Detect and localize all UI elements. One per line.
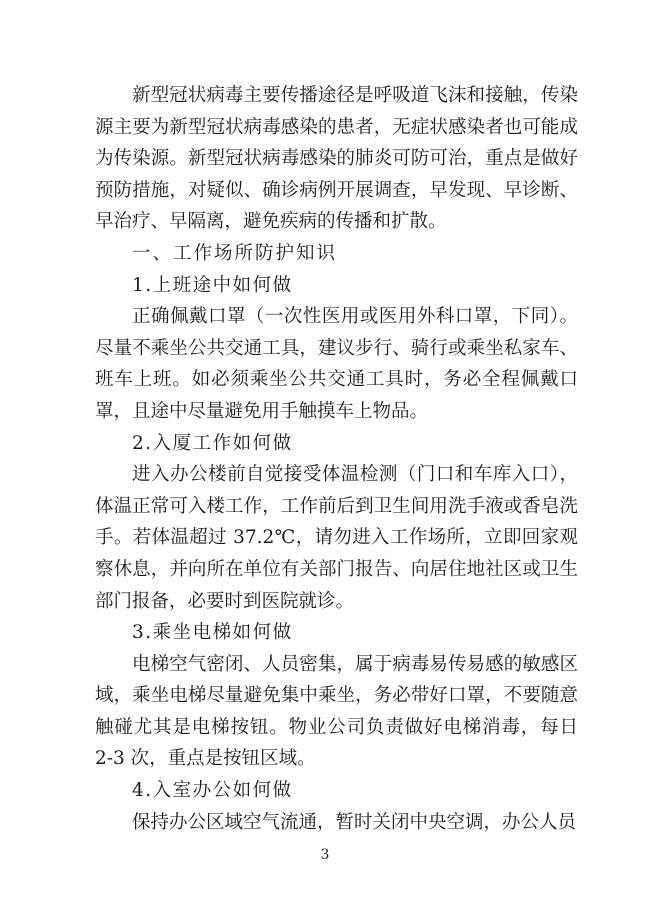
- paragraph-elevator: 电梯空气密闭、人员密集，属于病毒易传易感的敏感区域，乘坐电梯尽量避免集中乘坐，务必带好口罩，不要随意触碰尤其是电梯按钮。物业公司负责做好电梯消毒，每日 2-3 次，重点是按钮区域。: [95, 653, 578, 770]
- intro-paragraph: 新型冠状病毒主要传播途径是呼吸道飞沫和接触，传染源主要为新型冠状病毒感染的患者，无症状感染者也可能成为传染源。新型冠状病毒感染的肺炎可防可治，重点是做好预防措施，对疑似、确诊病例开展调查，早发现、早诊断、早治疗、早隔离，避免疾病的传播和扩散。: [95, 85, 578, 233]
- subsection-heading-entering-building: 2.入厦工作如何做: [132, 432, 293, 454]
- page-number: 3: [320, 847, 330, 863]
- document-body: [95, 80, 578, 838]
- subsection-heading-elevator: 3.乘坐电梯如何做: [132, 622, 293, 644]
- paragraph-entering-building: 进入办公楼前自觉接受体温检测（门口和车库入口），体温正常可入楼工作，工作前后到卫生间用洗手液或香皂洗手。若体温超过 37.2℃，请勿进入工作场所，立即回家观察休息，并向所在单位有关部门报告、向居住地社区或卫生部门报备，必要时到医院就诊。: [95, 464, 578, 612]
- subsection-heading-office: 4.入室办公如何做: [132, 780, 293, 802]
- paragraph-office: 保持办公区域空气流通，暂时关闭中央空调，办公人员: [132, 811, 577, 833]
- paragraph-commute: 正确佩戴口罩（一次性医用或医用外科口罩，下同）。尽量不乘坐公共交通工具，建议步行、骑行或乘坐私家车、班车上班。如必须乘坐公共交通工具时，务必全程佩戴口罩，且途中尽量避免用手触摸车上物品。: [95, 306, 578, 422]
- subsection-heading-commute: 1.上班途中如何做: [132, 274, 293, 296]
- section-heading-workplace-protection: 一、工作场所防护知识: [132, 242, 338, 264]
